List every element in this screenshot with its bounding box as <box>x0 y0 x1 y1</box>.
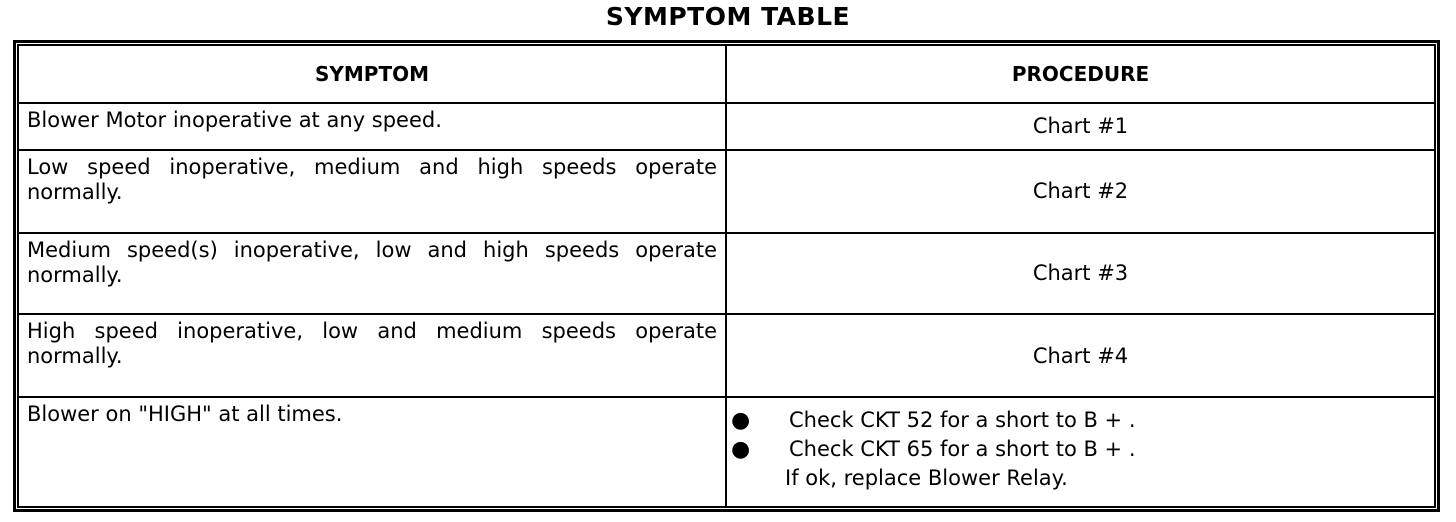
table-row <box>18 103 1435 150</box>
procedure-cell: Chart #4 <box>726 314 1435 397</box>
symptom-cell: Medium speed(s) inoperative, low and high speeds operate normally. <box>18 233 726 314</box>
procedure-bullet-item <box>727 435 1434 464</box>
page-title: SYMPTOM TABLE <box>605 2 851 31</box>
symptom-cell: Blower Motor inoperative at any speed. <box>18 103 726 150</box>
symptom-cell: Blower on "HIGH" at all times. <box>18 397 726 507</box>
symptom-table <box>17 44 1436 508</box>
table-header-row <box>18 45 1435 103</box>
symptom-cell: Low speed inoperative, medium and high speeds operate normally. <box>18 150 726 233</box>
table-row <box>18 397 1435 507</box>
bullet-icon: ● <box>731 408 751 434</box>
procedure-cell <box>726 397 1435 507</box>
table-row <box>18 150 1435 233</box>
procedure-step-text: Check CKT 52 for a short to B + . <box>789 408 1136 433</box>
column-header-procedure: PROCEDURE <box>726 45 1435 103</box>
procedure-step-text: Check CKT 65 for a short to B + . <box>789 437 1136 462</box>
procedure-note: If ok, replace Blower Relay. <box>785 466 1068 491</box>
bullet-icon: ● <box>731 437 751 463</box>
symptom-cell: High speed inoperative, low and medium speeds operate normally. <box>18 314 726 397</box>
procedure-cell: Chart #2 <box>726 150 1435 233</box>
table-row <box>18 233 1435 314</box>
procedure-cell: Chart #3 <box>726 233 1435 314</box>
table-row <box>18 314 1435 397</box>
procedure-bullet-item <box>727 406 1434 435</box>
column-header-symptom: SYMPTOM <box>18 45 726 103</box>
procedure-cell: Chart #1 <box>726 103 1435 150</box>
